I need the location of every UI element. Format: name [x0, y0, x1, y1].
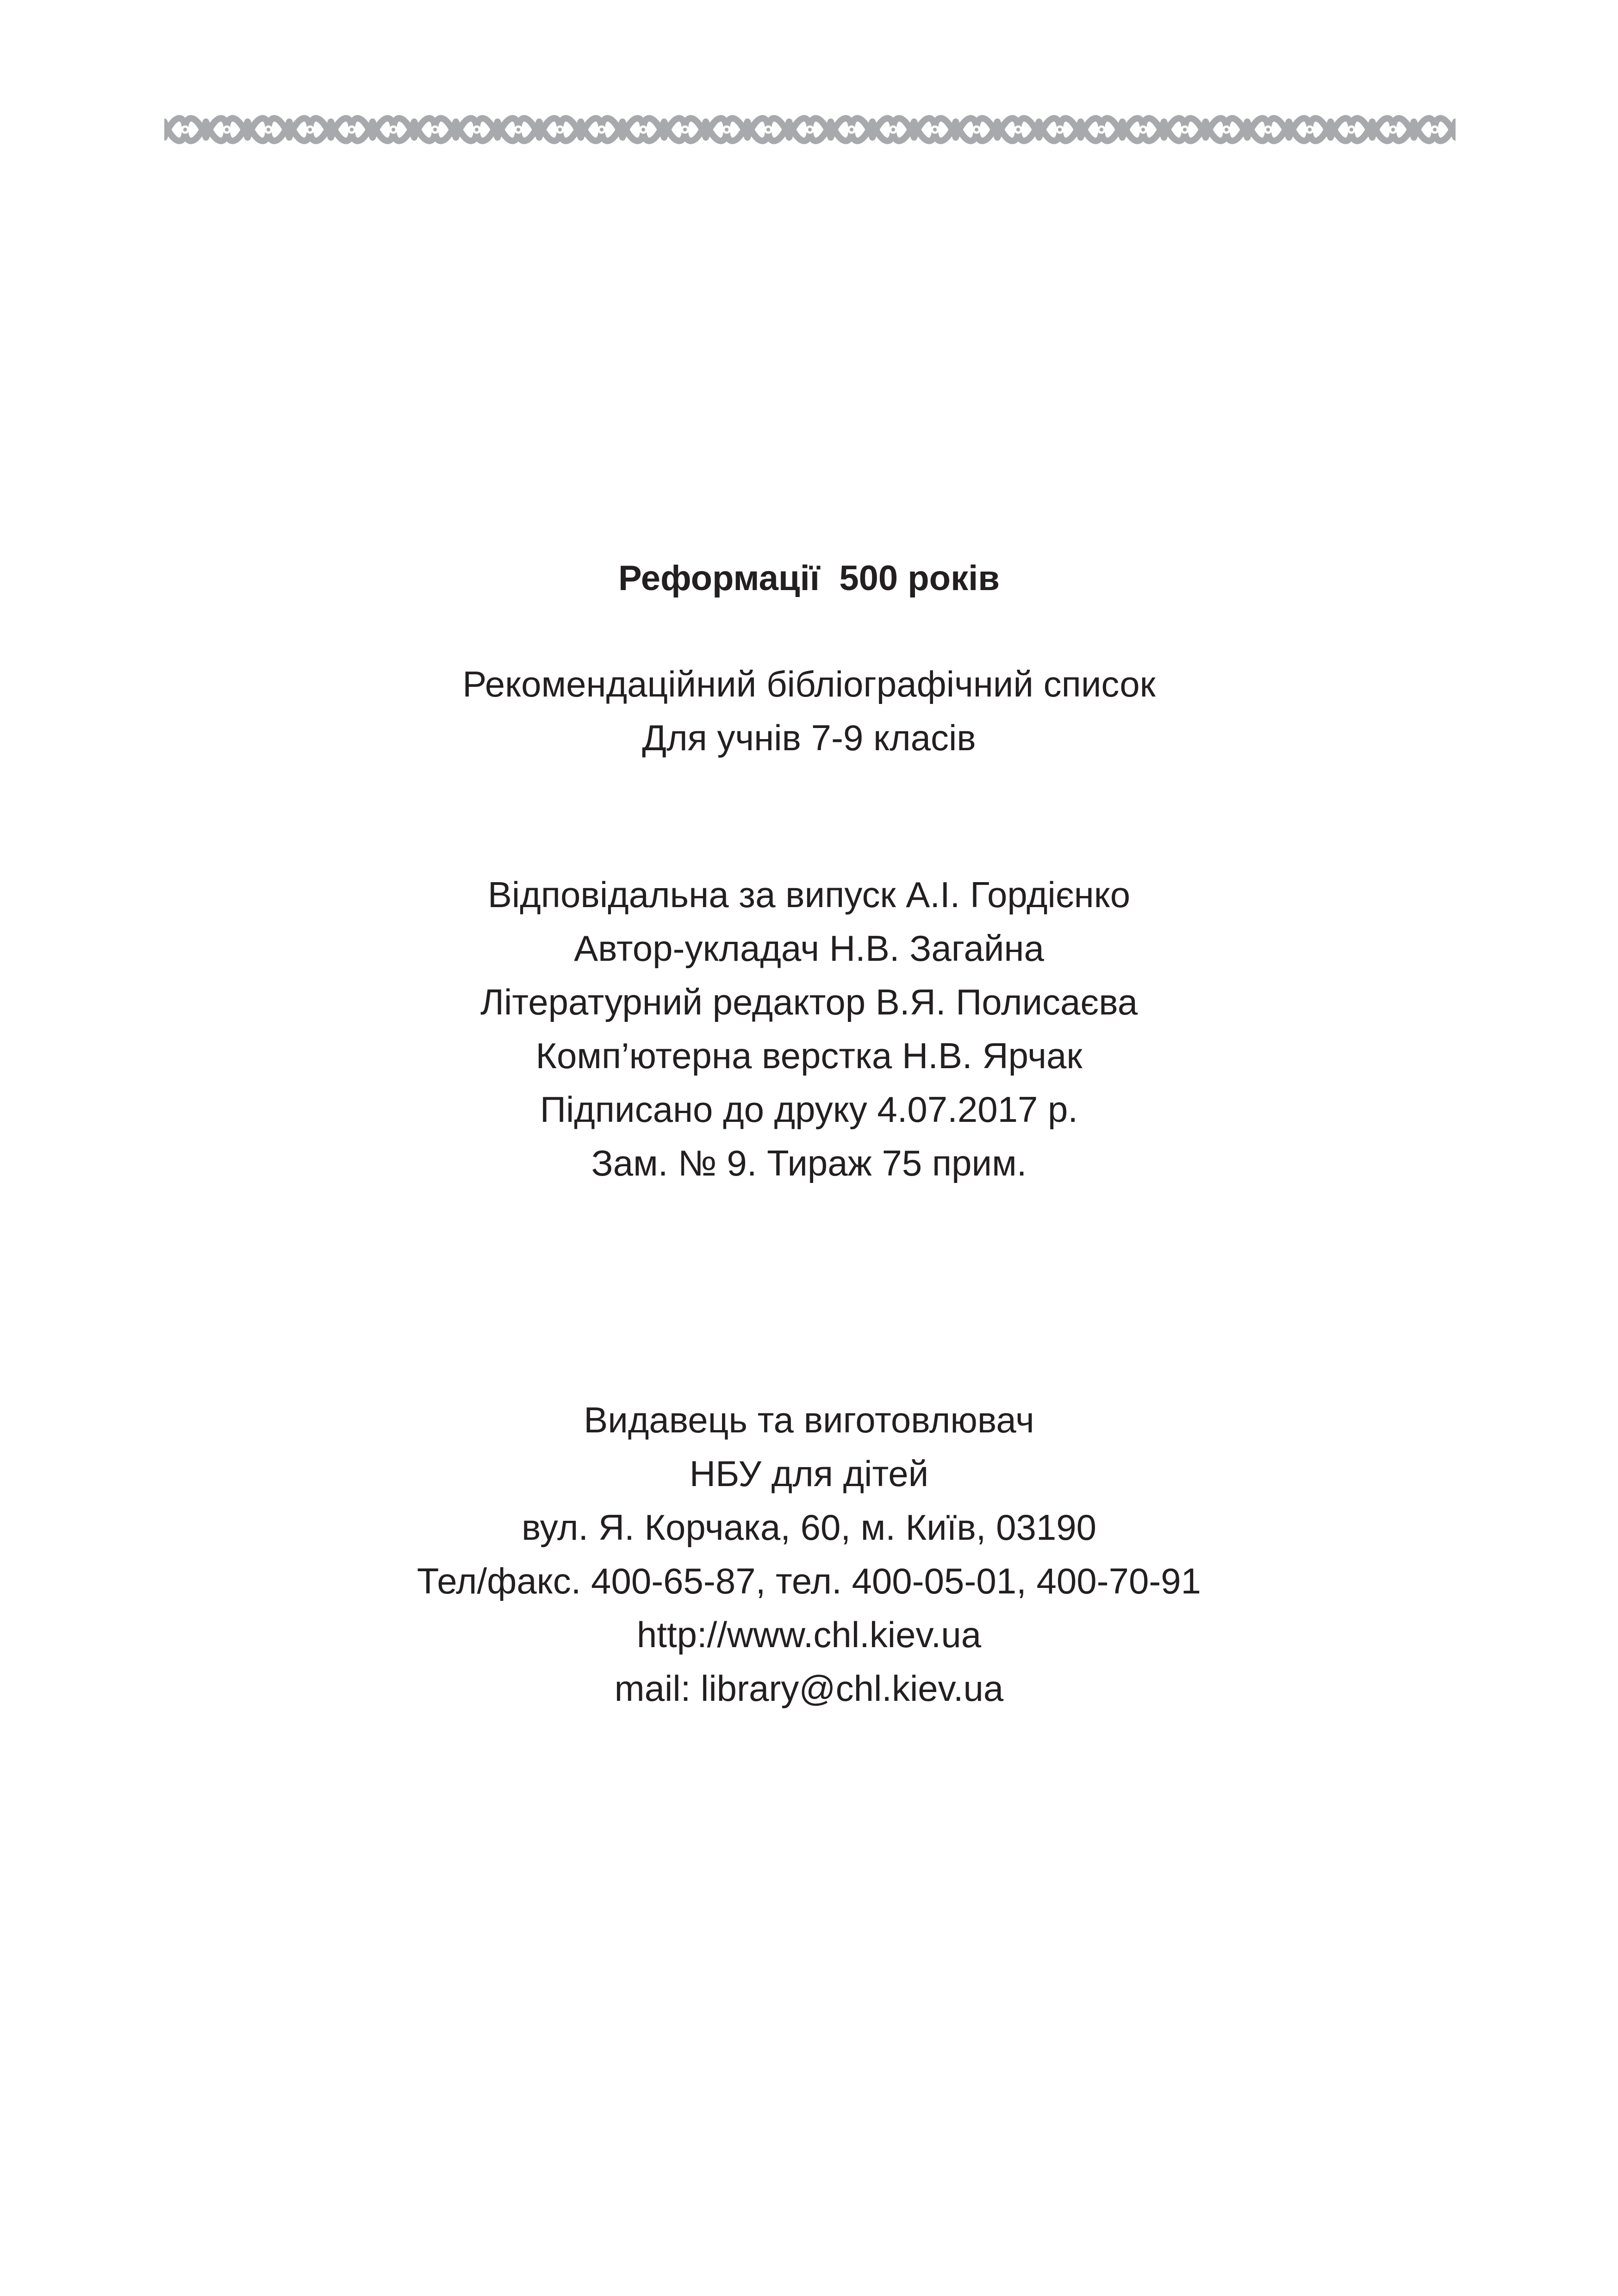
subtitle-block	[0, 657, 1618, 765]
title-block	[0, 553, 1618, 604]
credit-compiler: Автор-укладач Н.В. Загайна	[574, 928, 1044, 969]
publisher-block	[0, 1393, 1618, 1715]
publisher-website: http://www.chl.kiev.ua	[636, 1614, 982, 1655]
publisher-email: mail: library@chl.kiev.ua	[614, 1668, 1004, 1709]
credit-editor: Літературний редактор В.Я. Полисаєва	[480, 982, 1138, 1022]
credit-layout: Комп’ютерна верстка Н.В. Ярчак	[535, 1035, 1083, 1076]
credits-block	[0, 868, 1618, 1190]
publisher-address: вул. Я. Корчака, 60, м. Київ, 03190	[521, 1507, 1097, 1548]
braid-ornament-icon	[164, 104, 1456, 155]
subtitle-line: Рекомендаційний бібліографічний список	[462, 664, 1156, 704]
credit-print-date: Підписано до друку 4.07.2017 р.	[540, 1089, 1078, 1130]
publisher-name: НБУ для дітей	[689, 1453, 929, 1494]
publisher-phones: Тел/факс. 400-65-87, тел. 400-05-01, 400-70-91	[417, 1561, 1201, 1601]
audience-line: Для учнів 7-9 класів	[642, 717, 976, 758]
document-title: Реформації 500 років	[618, 559, 1000, 598]
credit-order-print-run: Зам. № 9. Тираж 75 прим.	[591, 1143, 1027, 1183]
publisher-heading: Видавець та виготовлювач	[584, 1400, 1034, 1440]
credit-responsible: Відповідальна за випуск А.І. Гордієнко	[487, 874, 1131, 915]
